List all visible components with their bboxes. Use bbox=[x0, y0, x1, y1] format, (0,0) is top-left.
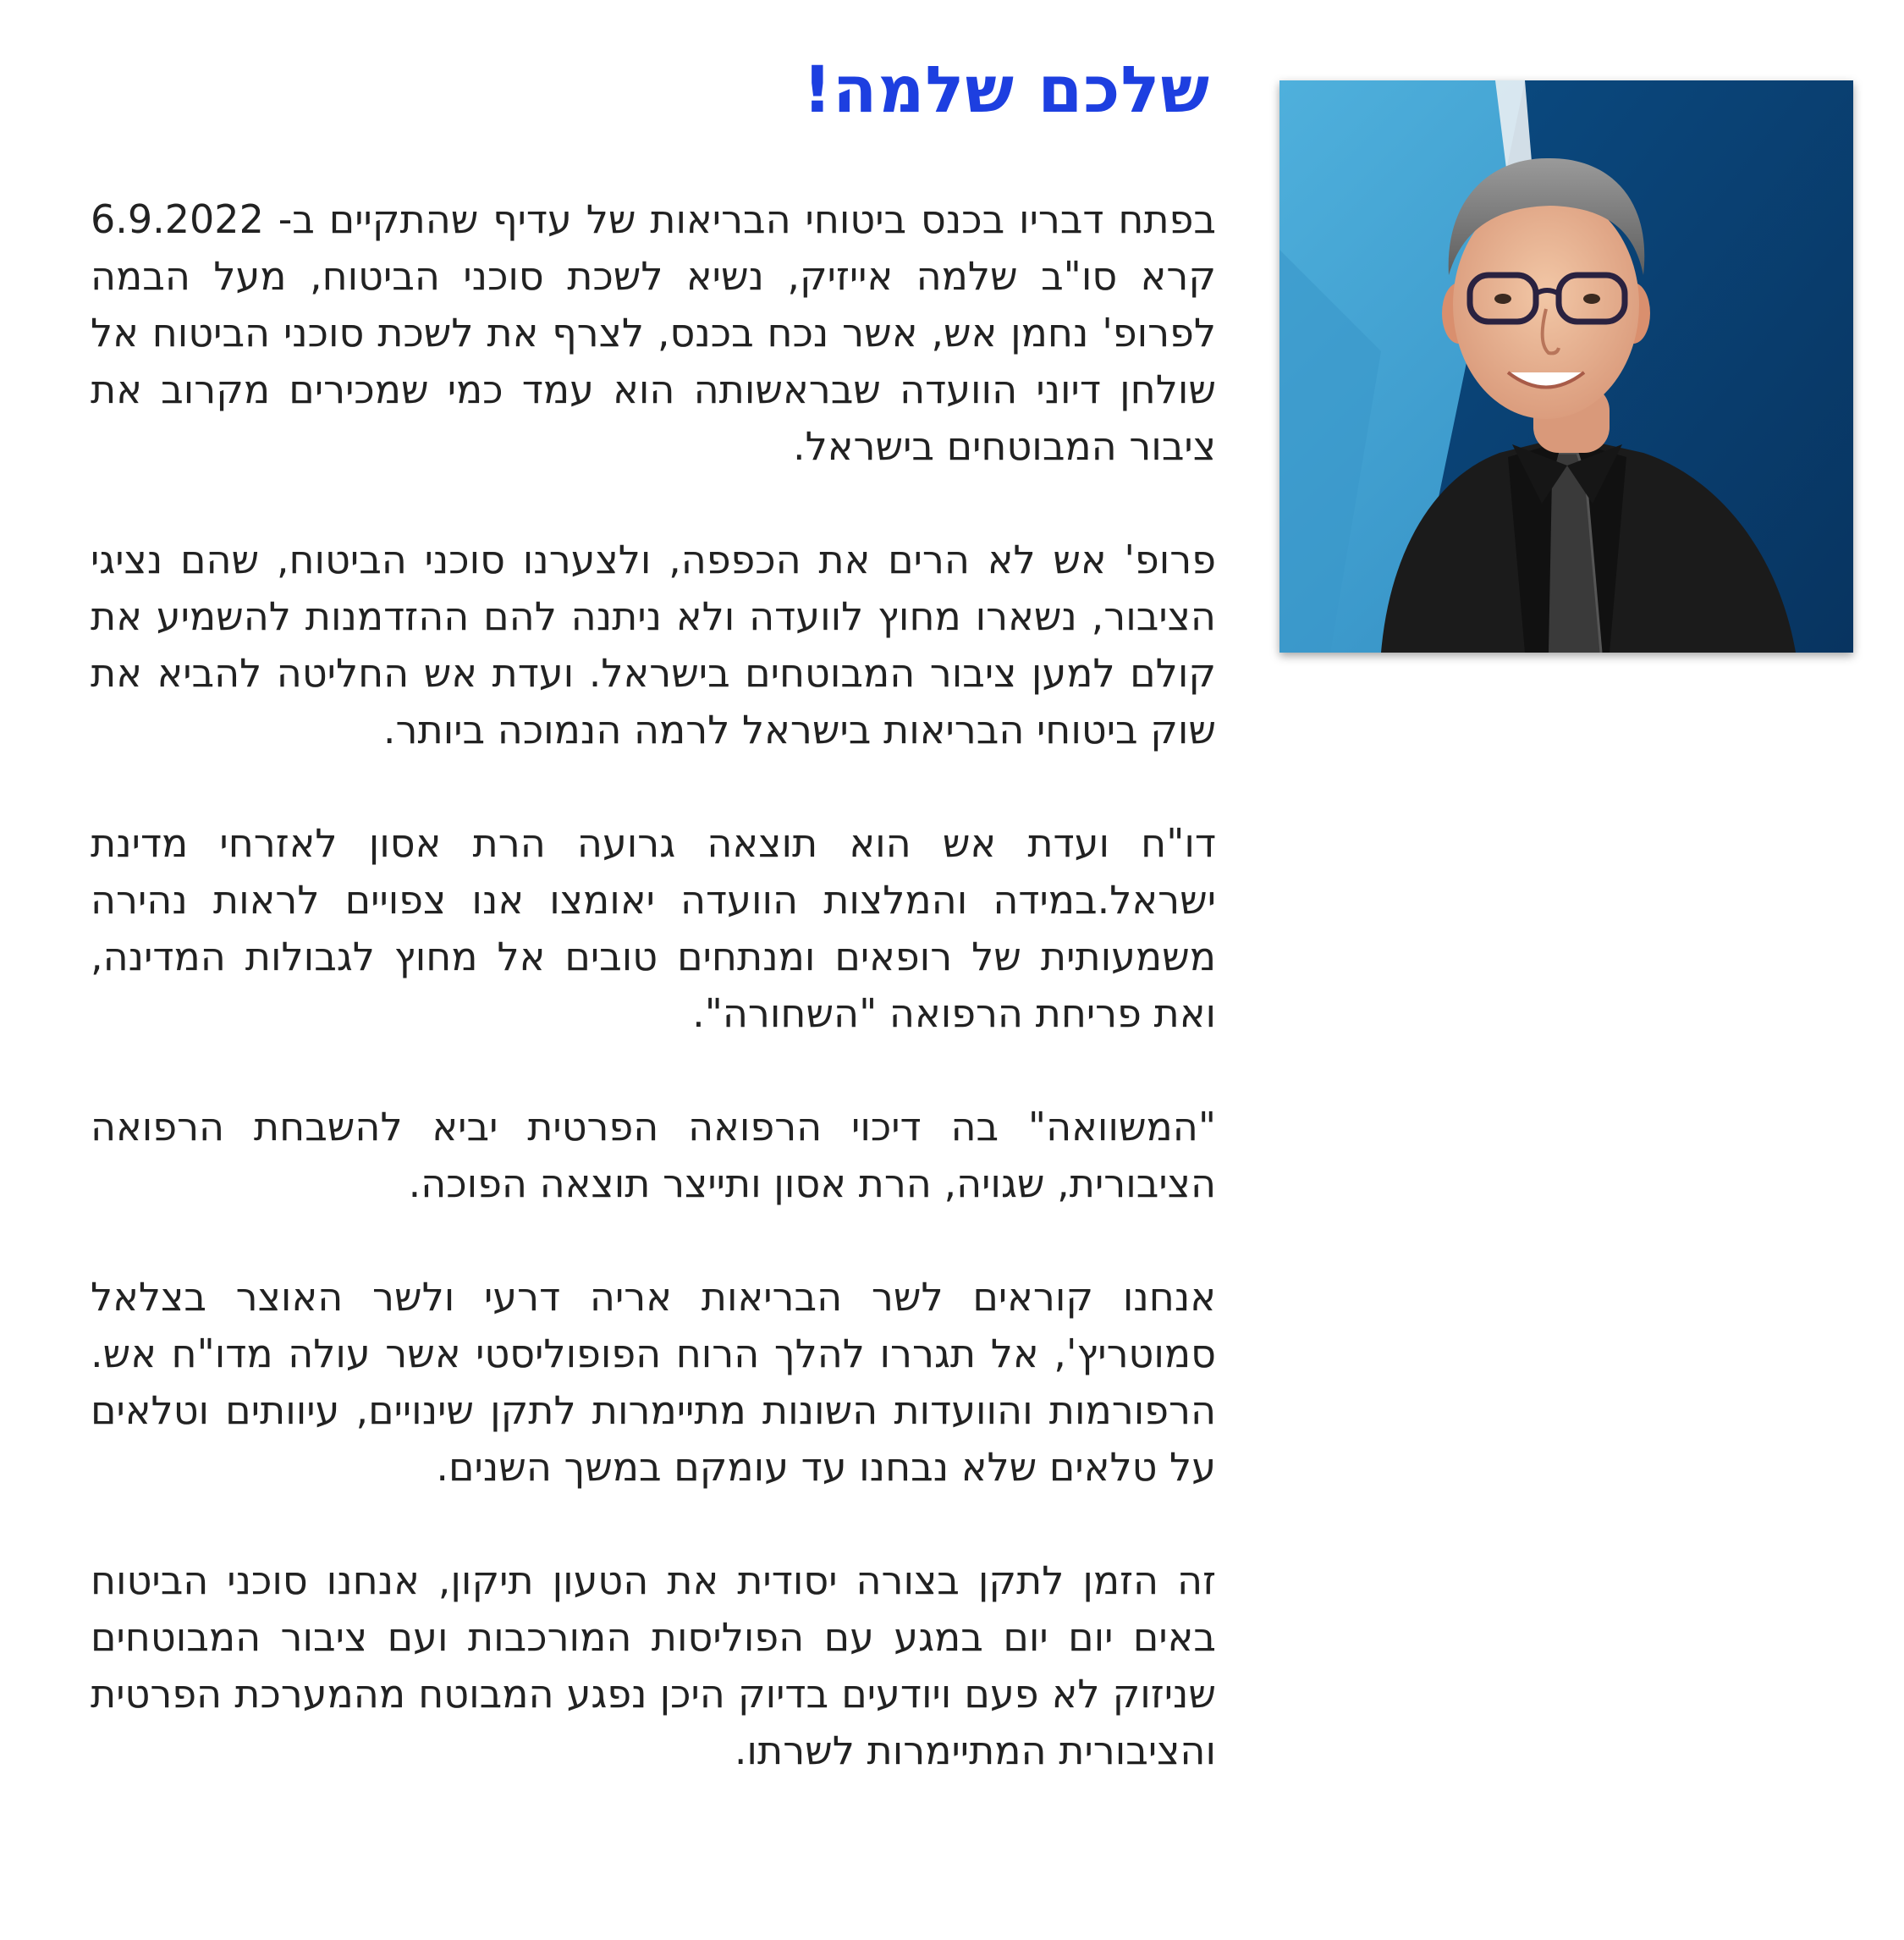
portrait-illustration bbox=[1279, 80, 1853, 653]
article-paragraph: "המשוואה" בה דיכוי הרפואה הפרטית יביא להשבחת הרפואה הציבורית, שגויה, הרת אסון ותייצר תוצאה הפוכה. bbox=[91, 1104, 1216, 1206]
article-paragraph: בפתח דבריו בכנס ביטוחי הבריאות של עדיף שהתקיים ב- 6.9.2022 קרא סו"ב שלמה אייזיק, נשיא לשכת סוכני הביטוח, מעל הבמה לפרופ' נחמן אש, אשר נכח בכנס, לצרף את לשכת סוכני הביטוח אל שולחן דיוני הוועדה שבראשותה הוא עמד כמי שמכירים מקרוב את ציבור המבוטחים בישראל. bbox=[91, 196, 1216, 469]
article-body bbox=[91, 191, 1216, 1836]
portrait-photo bbox=[1279, 80, 1853, 653]
article-paragraph: פרופ' אש לא הרים את הכפפה, ולצערנו סוכני הביטוח, שהם נציגי הציבור, נשארו מחוץ לוועדה ולא ניתנה להם ההזדמנות להשמיע את קולם למען ציבור המבוטחים בישראל. ועדת אש החליטה להביא את שוק ביטוחי הבריאות בישראל לרמה הנמוכה ביותר. bbox=[91, 537, 1216, 752]
article-paragraph: זה הזמן לתקן בצורה יסודית את הטעון תיקון, אנחנו סוכני הביטוח באים יום יום במגע עם הפוליסות המורכבות ועם ציבור המבוטחים שניזוק לא פעם ויודעים בדיוק היכן נפגע המבוטח מהמערכת הפרטית והציבורית המתיימרות לשרתו. bbox=[91, 1557, 1216, 1773]
article-paragraph: אנחנו קוראים לשר הבריאות אריה דרעי ולשר האוצר בצלאל סמוטריץ', אל תגררו להלך הרוח הפופוליסטי אשר עולה מדו"ח אש. הרפורמות והוועדות השונות מתיימרות לתקן שינויים, עיוותים וטלאים על טלאים שלא נבחנו עד עומקם במשך השנים. bbox=[91, 1274, 1216, 1490]
article-paragraph: דו"ח ועדת אש הוא תוצאה גרועה הרת אסון לאזרחי מדינת ישראל.במידה והמלצות הוועדה יאומצו אנו צפויים לראות נהירה משמעותית של רופאים ומנתחים טובים אל מחוץ לגבולות המדינה, ואת פריחת הרפואה "השחורה". bbox=[91, 820, 1216, 1036]
page-title: שלכם שלמה! bbox=[802, 52, 1210, 127]
